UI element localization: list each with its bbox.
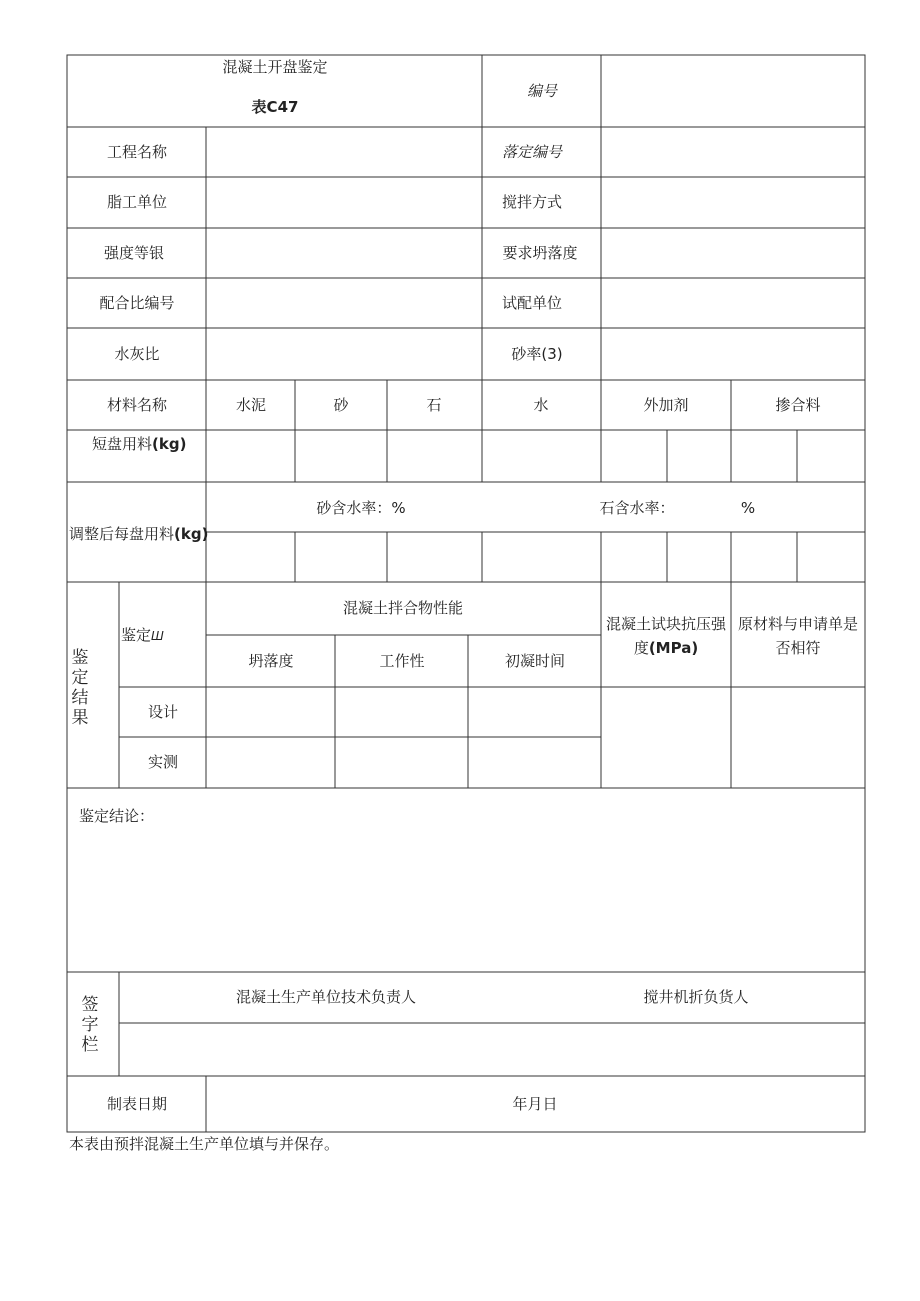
footer-note: 本表由预拌混凝土生产单位填与并保存。: [69, 1135, 340, 1153]
mixer-lead-label: 搅井机折负货人: [643, 988, 749, 1006]
water-cement-ratio-label: 水灰比: [114, 345, 160, 363]
conformity-label: 原材料与申请单是 否相符: [737, 615, 858, 657]
results-section-label: 鉴 定 结 果: [71, 648, 89, 728]
measured-label: 实测: [147, 753, 179, 771]
material-cement: 水泥: [235, 396, 267, 414]
construction-unit-label: 脂工单位: [106, 193, 168, 211]
sand-moisture-label: 砂含水率：%: [316, 499, 406, 517]
date-value: 年月日: [512, 1095, 558, 1113]
initial-set-label: 初凝时间: [504, 652, 566, 670]
mix-performance-label: 混凝土拌合物性能: [342, 599, 464, 617]
material-water: 水: [533, 396, 549, 414]
trial-unit-label: 试配单位: [501, 294, 563, 312]
stone-moisture-label: 石含水率：: [599, 499, 675, 517]
batch-usage-label: 短盘用料(kg): [92, 435, 187, 453]
workability-label: 工作性: [379, 652, 425, 670]
form-title: 混凝土开盘鉴定: [222, 58, 328, 76]
stone-moisture-unit: %: [740, 499, 756, 517]
appraisal-number-label: 落定编号: [501, 143, 563, 161]
appraisal-item-label: 鉴定Ш: [121, 626, 164, 644]
material-admixture: 外加剂: [643, 396, 689, 414]
design-label: 设计: [147, 703, 179, 721]
material-name-header: 材料名称: [106, 396, 168, 414]
form-code: 表C47: [251, 98, 299, 116]
material-stone: 石: [426, 396, 442, 414]
sand-ratio-label: 砂率(3): [511, 345, 563, 363]
project-name-label: 工程名称: [106, 143, 168, 161]
material-addition: 掺合料: [775, 396, 821, 414]
number-label: 编号: [526, 82, 558, 100]
conclusion-label: 鉴定结论：: [79, 807, 155, 825]
strength-grade-label: 强度等银: [103, 244, 165, 262]
slump-label: 坍落度: [248, 652, 294, 670]
mixing-method-label: 搅拌方式: [501, 193, 563, 211]
required-slump-label: 要求坍落度: [502, 244, 578, 262]
date-label: 制表日期: [106, 1095, 168, 1113]
strength-label: 混凝土试块抗压强 度(MPa): [605, 615, 726, 657]
adjusted-usage-label: 调整后每盘用料(kg): [69, 525, 209, 543]
tech-lead-label: 混凝土生产单位技术负责人: [235, 988, 417, 1006]
signature-section-label: 签 字 栏: [81, 995, 99, 1055]
mix-ratio-number-label: 配合比编号: [99, 294, 175, 312]
form-border: [67, 55, 865, 1132]
material-sand: 砂: [333, 396, 349, 414]
